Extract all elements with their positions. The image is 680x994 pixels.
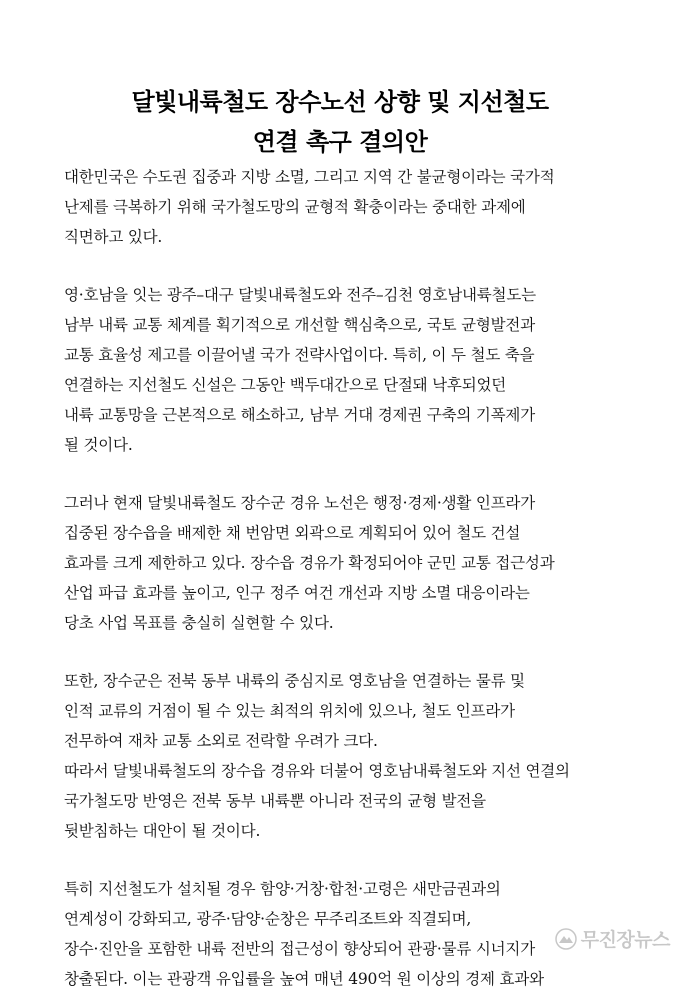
paragraph-line: 또한, 장수군은 전북 동부 내륙의 중심지로 영호남을 연결하는 물류 및 xyxy=(64,672,525,690)
mountain-logo-icon xyxy=(555,928,577,950)
paragraph-line: 따라서 달빛내륙철도의 장수읍 경유와 더불어 영호남내륙철도와 지선 연결의 xyxy=(64,762,570,780)
paragraph-line: 특히 지선철도가 설치될 경우 함양·거창·합천·고령은 새만금권과의 xyxy=(64,880,501,898)
paragraph-line: 그러나 현재 달빛내륙철도 장수군 경유 노선은 행정·경제·생활 인프라가 xyxy=(64,494,535,512)
paragraph-line: 연계성이 강화되고, 광주·담양·순창은 무주리조트와 직결되며, xyxy=(64,910,472,928)
watermark-text: 무진장뉴스 xyxy=(580,929,670,951)
document-title-line1: 달빛내륙철도 장수노선 상향 및 지선철도 xyxy=(131,88,549,116)
paragraph-line: 집중된 장수읍을 배제한 채 번암면 외곽으로 계획되어 있어 철도 건설 xyxy=(64,524,521,542)
watermark xyxy=(555,925,670,952)
paragraph-line: 대한민국은 수도권 집중과 지방 소멸, 그리고 지역 간 불균형이라는 국가적 xyxy=(64,168,555,186)
paragraph-line: 교통 효율성 제고를 이끌어낼 국가 전략사업이다. 특히, 이 두 철도 축을 xyxy=(64,346,535,364)
paragraph-line: 남부 내륙 교통 체계를 획기적으로 개선할 핵심축으로, 국토 균형발전과 xyxy=(64,316,535,334)
paragraph-line: 장수·진안을 포함한 내륙 전반의 접근성이 향상되어 관광·물류 시너지가 xyxy=(64,940,535,958)
paragraph-line: 직면하고 있다. xyxy=(64,228,163,246)
paragraph-line: 난제를 극복하기 위해 국가철도망의 균형적 확충이라는 중대한 과제에 xyxy=(64,198,526,216)
paragraph-line: 영·호남을 잇는 광주–대구 달빛내륙철도와 전주–김천 영호남내륙철도는 xyxy=(64,286,536,304)
document-body xyxy=(64,162,622,994)
paragraph-line: 당초 사업 목표를 충실히 실현할 수 있다. xyxy=(64,614,334,632)
paragraph-line: 뒷받침하는 대안이 될 것이다. xyxy=(64,822,261,840)
paragraph-5 xyxy=(64,874,622,994)
paragraph-line: 산업 파급 효과를 높이고, 인구 정주 여건 개선과 지방 소멸 대응이라는 xyxy=(64,584,530,602)
paragraph-line: 인적 교류의 거점이 될 수 있는 최적의 위치에 있으나, 철도 인프라가 xyxy=(64,702,515,720)
paragraph-1 xyxy=(64,162,622,252)
paragraph-line: 효과를 크게 제한하고 있다. 장수읍 경유가 확정되어야 군민 교통 접근성과 xyxy=(64,554,555,572)
paragraph-line: 내륙 교통망을 근본적으로 해소하고, 남부 거대 경제권 구축의 기폭제가 xyxy=(64,406,535,424)
paragraph-line: 연결하는 지선철도 신설은 그동안 백두대간으로 단절돼 낙후되었던 xyxy=(64,376,507,394)
paragraph-line: 창출된다. 이는 관광객 유입률을 높여 매년 490억 원 이상의 경제 효과와 xyxy=(64,970,544,988)
document-title-line2: 연결 촉구 결의안 xyxy=(252,128,428,156)
paragraph-3 xyxy=(64,488,622,638)
paragraph-2 xyxy=(64,280,622,460)
paragraph-line: 전무하여 재차 교통 소외로 전락할 우려가 크다. xyxy=(64,732,378,750)
paragraph-line: 국가철도망 반영은 전북 동부 내륙뿐 아니라 전국의 균형 발전을 xyxy=(64,792,486,810)
paragraph-line: 될 것이다. xyxy=(64,436,133,454)
paragraph-4 xyxy=(64,666,622,846)
